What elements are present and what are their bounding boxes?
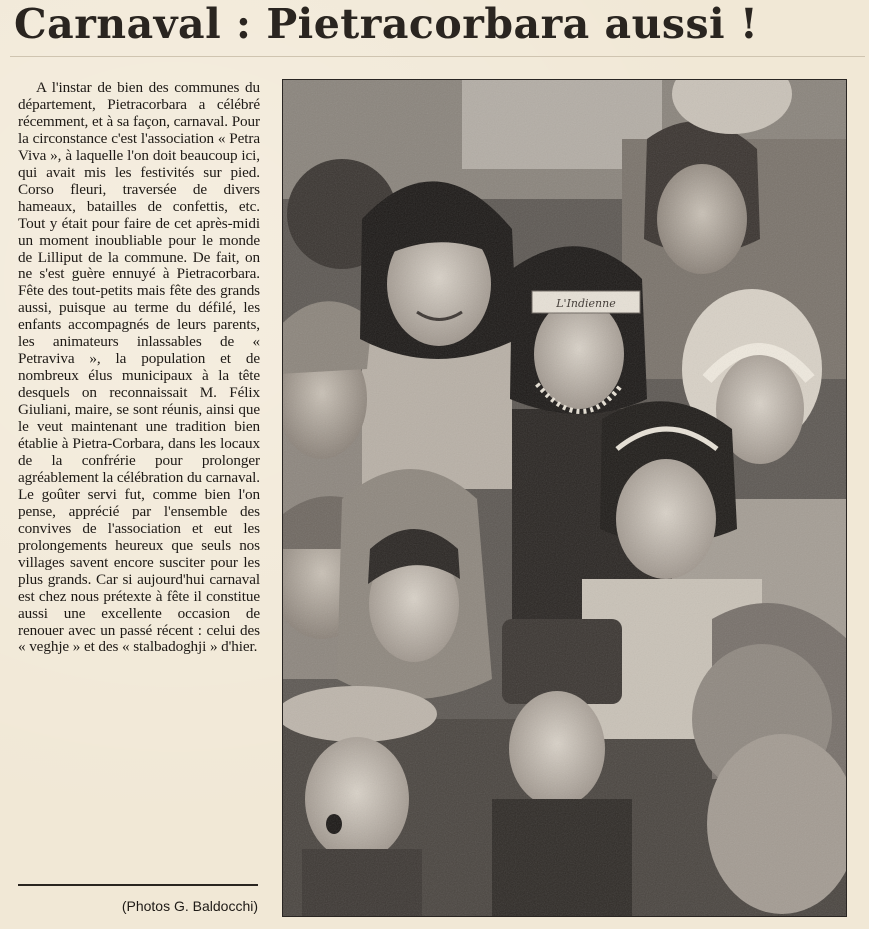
headline: Carnaval : Pietracorbara aussi !: [14, 0, 759, 48]
headline-divider: [10, 56, 865, 57]
article-body: A l'instar de bien des communes du département, Pietracorbara a célébré récemment, et à sa façon, carnaval. Pour la circonstance c'est l'association « Petra Viva », à laquelle l'on doit beaucoup ici, qui avait mis les festivités sur pied. Corso fleuri, traversée de divers hameaux, batailles de confettis, etc. Tout y était pour faire de cet après-midi un moment inoubliable pour le monde de Lilliput de la commune. De fait, on ne s'est guère ennuyé à Pietracorbara. Fête des tout-petits mais fête des grands aussi, puisque au terme du défilé, les enfants accompagnés de leurs parents, les animateurs inlassables de « Petraviva », la population et de nombreux élus municipaux à la tête desquels on reconnaissait M. Félix Giuliani, maire, se sont réunis, ainsi que le veut maintenant une tradition bien établie à Pietra-Corbara, dans les locaux de la confrérie pour prolonger agréablement la célébration du carnaval. Le goûter servi fut, comme bien l'on pense, apprécié par l'ensemble des convives de l'association et eut les prolongements heureux que seuls nos villages savent encore susciter pour les plus grands. Car si aujourd'hui carnaval est chez nous prétexte à fête il constitue aussi une excellente occasion de renouer avec un passé récent : celui des « veghje » et des « stalbadoghji » d'hier.: [18, 79, 260, 656]
carnival-children-photo: [282, 79, 847, 917]
photo-credit: (Photos G. Baldocchi): [121, 898, 258, 914]
carnival-photo: [282, 79, 847, 917]
article-column: [18, 80, 260, 656]
credit-divider: [18, 884, 258, 886]
